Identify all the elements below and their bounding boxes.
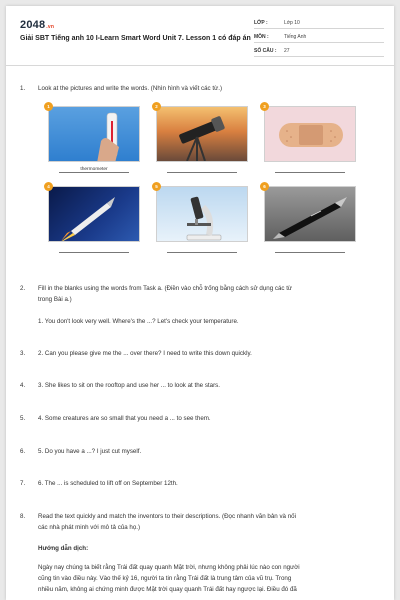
question-number: 3. [20,350,26,357]
question-text-line-2: các nhà phát minh với mô tả của họ.) [38,524,141,531]
question-number: 5. [20,415,26,422]
answer-blank [167,167,237,173]
question-text: Look at the pictures and write the words. (Nhìn hình và viết các từ.) [38,85,223,92]
page-title: Giải SBT Tiếng anh 10 I-Learn Smart Word Unit 7. Lesson 1 có đáp án [20,35,251,42]
answer-blank [59,247,129,253]
picture-number-badge: 6 [260,182,269,191]
picture-number-badge: 4 [44,182,53,191]
question-text-line-1: Fill in the blanks using the words from Task a. (Điền vào chỗ trống bằng cách sử dụng các từ [38,285,293,292]
meta-subject-value: Tiếng Anh [284,34,307,40]
pen-icon [265,187,356,242]
thermometer-icon [49,107,140,162]
question-text: 3. She likes to sit on the rooftop and use her ... to look at the stars. [38,382,220,389]
document-header [6,6,394,66]
picture-rocket [48,186,140,242]
meta-count-value: 27 [284,48,290,54]
answer-blank [167,247,237,253]
picture-thermometer [48,106,140,162]
answer-blank [275,167,345,173]
picture-microscope [156,186,248,242]
question-text-line-1: Read the text quickly and match the inventors to their descriptions. (Đọc nhanh văn bản và nối [38,513,296,520]
telescope-icon [157,107,248,162]
document-page [6,6,394,600]
answer-blank: thermometer [59,167,129,173]
logo-number: 2048 [20,19,46,31]
microscope-icon [157,187,248,242]
picture-number-badge: 2 [152,102,161,111]
question-text: 5. Do you have a ...? I just cut myself. [38,448,142,455]
meta-count-label: SỐ CÂU : [254,48,277,54]
question-text: 6. The ... is scheduled to lift off on September 12th. [38,480,178,487]
translation-line-1: Ngày nay chúng ta biết rằng Trái đất quay quanh Mặt trời, nhưng không phải lúc nào con người [38,564,300,571]
logo-suffix: .vn [46,24,55,30]
meta-class-value: Lớp 10 [284,20,300,26]
picture-number-badge: 1 [44,102,53,111]
picture-number-badge: 5 [152,182,161,191]
translation-guide-label: Hướng dẫn dịch: [38,545,89,552]
meta-question-count [254,44,384,57]
question-number: 7. [20,480,26,487]
band-aid-icon [265,107,356,162]
question-text: 4. Some creatures are so small that you need a ... to see them. [38,415,211,422]
translation-line-2: cũng tin vào điều này. Vào thế kỷ 16, người ta tin rằng Trái đất là trung tâm của vũ trụ. Trong [38,575,292,582]
meta-class-label: LỚP : [254,20,268,26]
question-number: 8. [20,513,26,520]
question-number: 2. [20,285,26,292]
answer-blank [275,247,345,253]
rocket-icon [49,187,140,242]
question-text: 2. Can you please give me the ... over there? I need to write this down quickly. [38,350,252,357]
question-number: 4. [20,382,26,389]
meta-class [254,16,384,29]
question-number: 1. [20,85,26,92]
picture-telescope [156,106,248,162]
meta-subject [254,30,384,43]
site-logo[interactable] [20,19,54,31]
picture-band-aid [264,106,356,162]
picture-pen [264,186,356,242]
question-text-line-2: trong Bài a.) [38,296,72,303]
question-2-item: 1. You don't look very well. Where's the ...? Let's check your temperature. [38,318,239,325]
translation-line-3: nhiều năm, không ai chứng minh được Mặt trời quay quanh Trái đất hay ngược lại. Điều đó đã [38,586,297,593]
meta-subject-label: MÔN : [254,34,269,40]
picture-number-badge: 3 [260,102,269,111]
question-number: 6. [20,448,26,455]
